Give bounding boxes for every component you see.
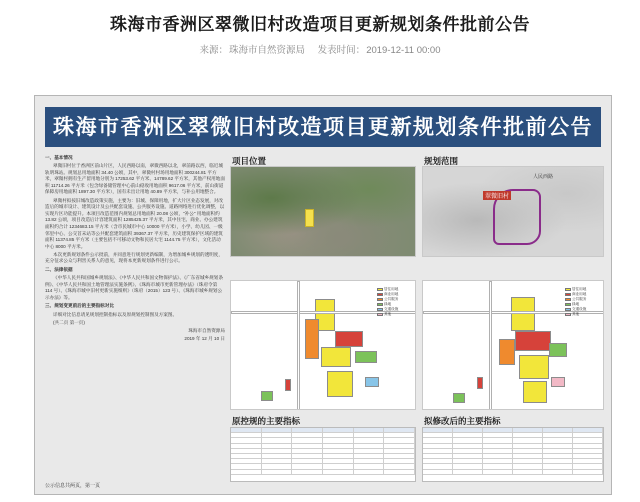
original-table-title: 原控规的主要指标	[232, 416, 301, 426]
scope-title: 规划范围	[424, 156, 459, 166]
zone-green	[453, 393, 465, 403]
section-heading: 一、基本情况	[45, 155, 73, 160]
legend-item: 交通设施	[565, 307, 599, 312]
original-indicator-table	[230, 427, 416, 482]
zone-residential	[321, 347, 351, 367]
notice-heading: 珠海市香洲区翠微旧村改造项目更新规划条件批前公告	[45, 107, 601, 147]
legend-item: 其他	[565, 312, 599, 317]
legend-item: 商业用地	[377, 292, 411, 297]
legend-item: 绿地	[377, 302, 411, 307]
notice-text-column	[45, 153, 225, 483]
paragraph: 翠微旧村位于香洲区前山片区，人民西路以南，翠微西路以北，翠前路以西，临近城轨明珠站。规划总用地面积 34.40 公顷，其中，翠微村村场用地面积 300244.81 平方米，翠微村拥有生产留用地分别为 17253.62 平方米、14789.62 平方米，其他产权用地面积 11714.26 平方米（包含绿备储管理中心前山稳收用地面积 9617.06 平方米，前山街道保障房用地面积 1897.30 平方米），国有未出让用地 40.89 平方米，与补公用地整合。	[45, 163, 225, 195]
road	[297, 281, 300, 410]
legend-item: 居住用地	[377, 287, 411, 292]
zone-public	[499, 339, 515, 365]
zone-commercial	[515, 331, 551, 351]
page-title: 珠海市香洲区翠微旧村改造项目更新规划条件批前公告	[110, 15, 530, 34]
zone-green	[261, 391, 273, 401]
revised-table-title: 拟修改后的主要指标	[424, 416, 501, 426]
location-satellite-map	[230, 166, 416, 257]
zone-green	[355, 351, 377, 363]
scope-map	[422, 166, 604, 257]
published-value: 2019-12-11 00:00	[366, 45, 441, 56]
signature-date: 2019 年 12 月 10 日	[184, 335, 225, 341]
paragraph: 翠微村拟按旧城改造政策实施，主要为：旧城、保障用地，扩大片区业态发展，对改造后的城市设计、建筑设计及公共配套设施、公共服务设施、道路网络进行优化调整，以实现片区功能提升。本项目改造范围内规划总用地面积 20.08 公顷，"补公" 用地面积约 13.82 公顷，项目改造后计容建筑面积 1285425.37 平方米，其中住宅、商业、办公建筑面积约合计 1234683.15 平方米（含市民城市中心 10000 平方米），小学、幼儿园、一级邻里中心、公交首末站等公共配套建筑面积 39367.37 平方米，历史建筑保护区域的建筑面积 11374.85 平方米（主要包括不可移动文物和民居大宅 1144.75 平方米），文化活动中心 8000 平方米。	[45, 197, 225, 249]
legend-item: 公共服务	[565, 297, 599, 302]
zone-residential	[327, 371, 353, 397]
zone-residential	[519, 355, 549, 379]
zone-commercial	[285, 379, 291, 391]
revised-plan-map	[422, 280, 604, 410]
legend	[377, 287, 411, 317]
legend-item: 居住用地	[565, 287, 599, 292]
notice-footnote: 公示信息共两页，第一页	[45, 483, 101, 489]
source-label: 来源：	[199, 45, 229, 56]
zone-commercial	[335, 331, 363, 347]
legend-item: 绿地	[565, 302, 599, 307]
project-site-marker	[305, 209, 314, 227]
revised-indicator-table	[422, 427, 604, 482]
section-heading: 三、规划变更前后的主要指标对比	[45, 303, 114, 309]
source-value: 珠海市自然资源局	[229, 45, 306, 56]
signature: 珠海市自然资源局	[188, 327, 225, 333]
zone-other	[551, 377, 565, 387]
legend-item: 其他	[377, 312, 411, 317]
paragraph: 详细对比信息请见规划控制指标以及原规划控制图及方案图。	[53, 311, 178, 317]
published-label: 发表时间：	[317, 45, 366, 56]
zone-public	[305, 319, 319, 359]
article-meta	[0, 42, 640, 56]
zone-residential	[511, 297, 535, 331]
section-heading: 二、法律依据	[45, 267, 73, 272]
page-count: (共二页 第一页)	[53, 319, 85, 325]
legend	[565, 287, 599, 317]
scope-tag: 翠微旧村	[483, 191, 511, 200]
paragraph: 本次更新规划条件公示批前，并同意进行规划更新编制，为增加城乡规划的透明度，充分征求公众与利害关系人的意见，现将本更新规划条件进行公示。	[45, 251, 223, 264]
road	[489, 281, 492, 410]
location-title: 项目位置	[232, 156, 267, 166]
zone-transport	[365, 377, 379, 387]
legend-item: 公共服务	[377, 297, 411, 302]
original-plan-map	[230, 280, 416, 410]
zone-commercial	[477, 377, 483, 389]
zone-green	[549, 343, 567, 357]
zone-residential	[523, 381, 547, 403]
road-label: 人民西路	[533, 174, 554, 180]
paragraph: 《中华人民共和国城乡规划法》、《中华人民共和国文物保护法》、《广东省城乡规划条例》、《中华人民共和国土地管理法实施条例》、《珠海市城市更新管理办法》（珠府令第 114 号）、《珠海市城中旧村更新实施细则》（珠府（2015）123 号）、《珠海市城乡规划公示办法》等。	[45, 275, 223, 300]
legend-item: 交通设施	[377, 307, 411, 312]
legend-item: 商业用地	[565, 292, 599, 297]
